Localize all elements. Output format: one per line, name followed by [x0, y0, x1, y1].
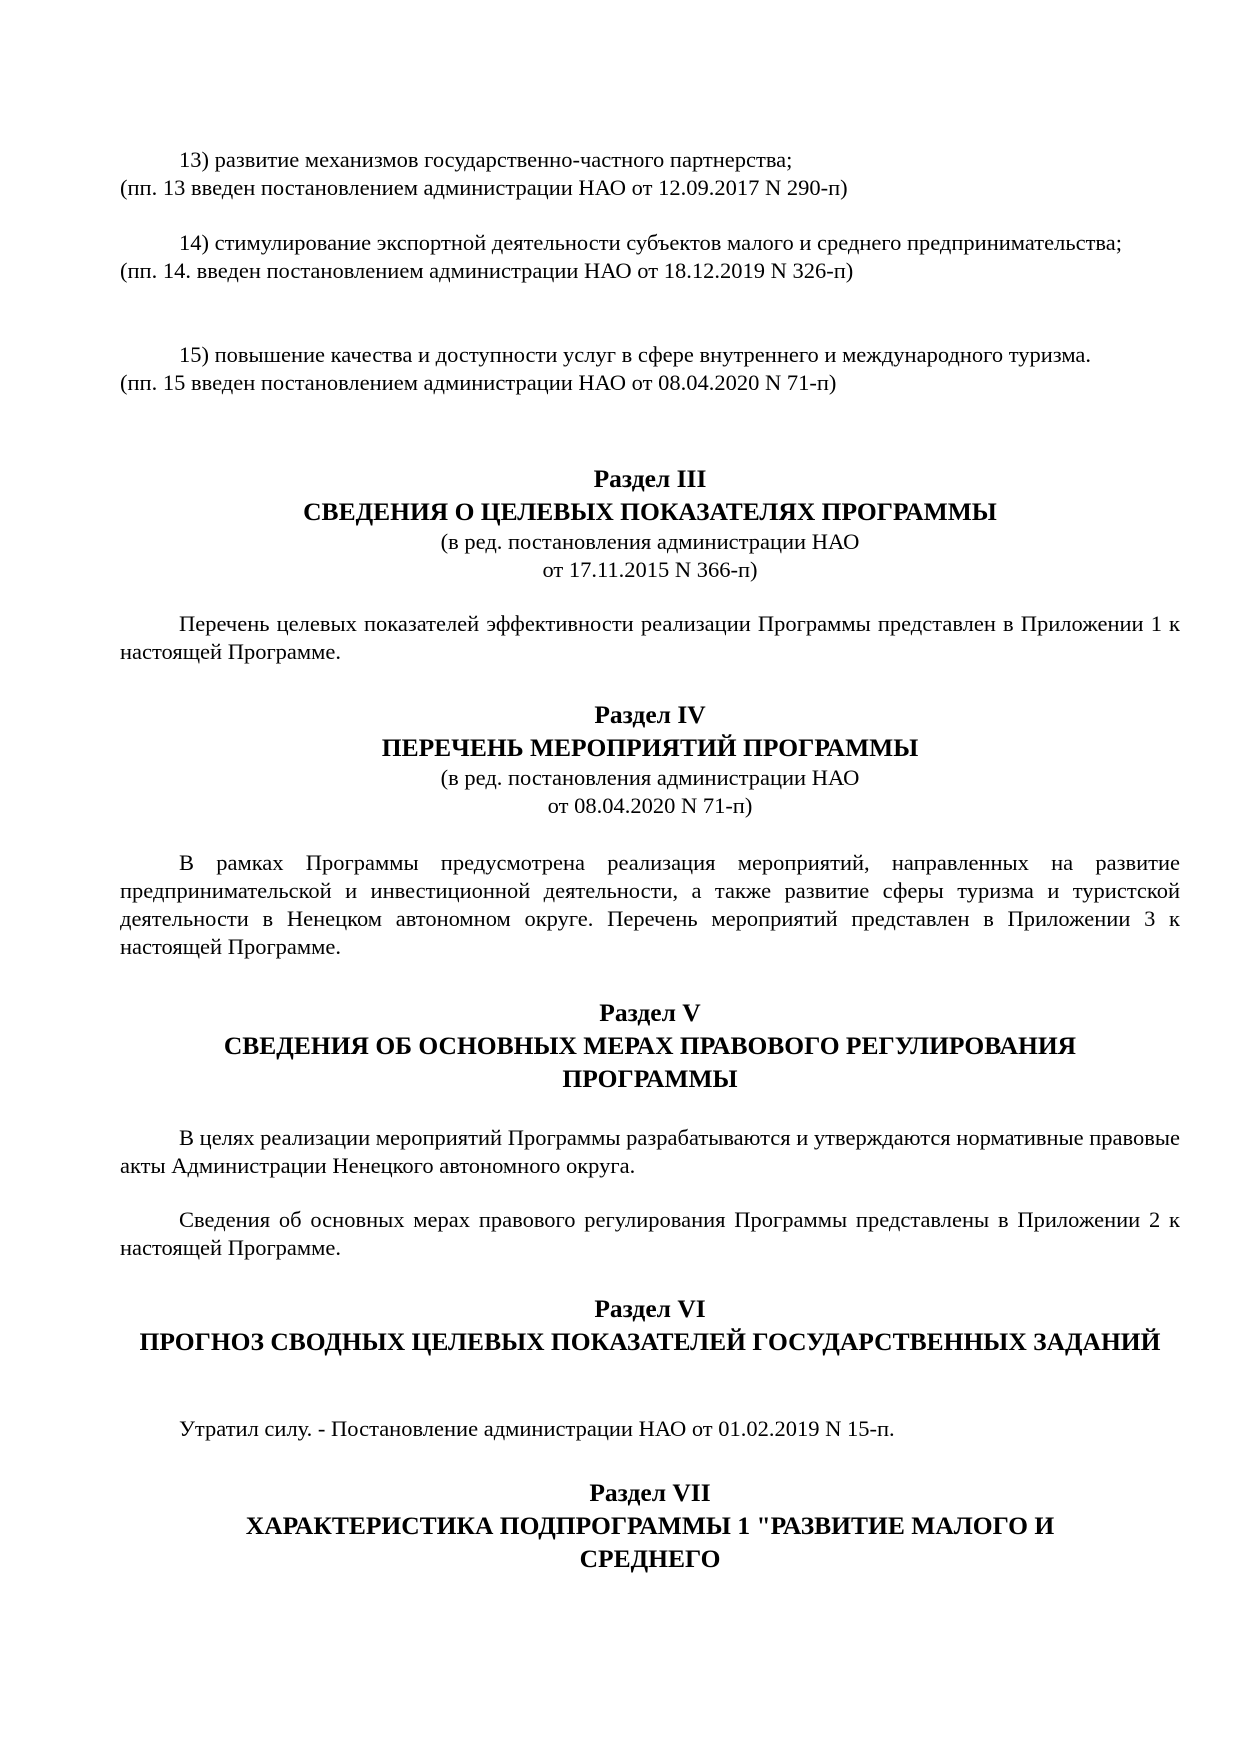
section-3-body — [120, 610, 1180, 666]
section-6-heading — [130, 1292, 1170, 1358]
item-13 — [120, 146, 1180, 202]
paragraph: Утратил силу. - Постановление администрации НАО от 01.02.2019 N 15-п. — [179, 1416, 895, 1441]
section-title: ПРОГНОЗ СВОДНЫХ ЦЕЛЕВЫХ ПОКАЗАТЕЛЕЙ ГОСУДАРСТВЕННЫХ ЗАДАНИЙ — [139, 1327, 1161, 1356]
section-title: ПЕРЕЧЕНЬ МЕРОПРИЯТИЙ ПРОГРАММЫ — [381, 733, 919, 762]
section-label: Раздел V — [599, 998, 701, 1027]
section-label: Раздел IV — [594, 700, 706, 729]
section-7-heading — [175, 1476, 1125, 1575]
amendment-note: (пп. 13 введен постановлением администрации НАО от 12.09.2017 N 290-п) — [120, 175, 848, 200]
section-3-heading — [120, 462, 1180, 584]
item-text: 15) повышение качества и доступности услуг в сфере внутреннего и международного туризма. — [179, 342, 1092, 367]
paragraph: Сведения об основных мерах правового регулирования Программы представлены в Приложении 2 к настоящей Программе. — [120, 1207, 1180, 1260]
section-5-body — [120, 1124, 1180, 1262]
section-4-heading — [120, 698, 1180, 820]
paragraph: В целях реализации мероприятий Программы разрабатываются и утверждаются нормативные правовые акты Администрации Ненецкого автономного округа. — [120, 1125, 1180, 1178]
item-14 — [120, 229, 1180, 285]
amendment-note: (пп. 15 введен постановлением администрации НАО от 08.04.2020 N 71-п) — [120, 370, 837, 395]
paragraph: В рамках Программы предусмотрена реализация мероприятий, направленных на развитие предпринимательской и инвестиционной деятельности, а также развитие сферы туризма и туристской деятельности в Ненецком автономном округе. Перечень мероприятий представлен в Приложении 3 к настоящей Программе. — [120, 850, 1180, 959]
paragraph: Перечень целевых показателей эффективности реализации Программы представлен в Приложении 1 к настоящей Программе. — [120, 611, 1180, 664]
section-title: СВЕДЕНИЯ ОБ ОСНОВНЫХ МЕРАХ ПРАВОВОГО РЕГУЛИРОВАНИЯ ПРОГРАММЫ — [223, 1031, 1077, 1093]
amendment-note: (пп. 14. введен постановлением администрации НАО от 18.12.2019 N 326-п) — [120, 258, 854, 283]
section-4-body — [120, 849, 1180, 961]
section-label: Раздел III — [593, 464, 707, 493]
edition-note: от 17.11.2015 N 366-п) — [542, 557, 758, 582]
section-label: Раздел VII — [589, 1478, 711, 1507]
item-15 — [120, 341, 1180, 397]
edition-note: (в ред. постановления администрации НАО — [440, 529, 860, 554]
edition-note: (в ред. постановления администрации НАО — [440, 765, 860, 790]
item-text: 13) развитие механизмов государственно-частного партнерства; — [179, 147, 793, 172]
section-title: СВЕДЕНИЯ О ЦЕЛЕВЫХ ПОКАЗАТЕЛЯХ ПРОГРАММЫ — [303, 497, 997, 526]
section-5-heading — [160, 996, 1140, 1095]
section-title: ХАРАКТЕРИСТИКА ПОДПРОГРАММЫ 1 "РАЗВИТИЕ МАЛОГО И СРЕДНЕГО — [245, 1511, 1055, 1573]
section-label: Раздел VI — [594, 1294, 706, 1323]
section-6-body — [120, 1415, 1180, 1443]
edition-note: от 08.04.2020 N 71-п) — [547, 793, 753, 818]
item-text: 14) стимулирование экспортной деятельности субъектов малого и среднего предпринимательства; — [179, 230, 1122, 255]
